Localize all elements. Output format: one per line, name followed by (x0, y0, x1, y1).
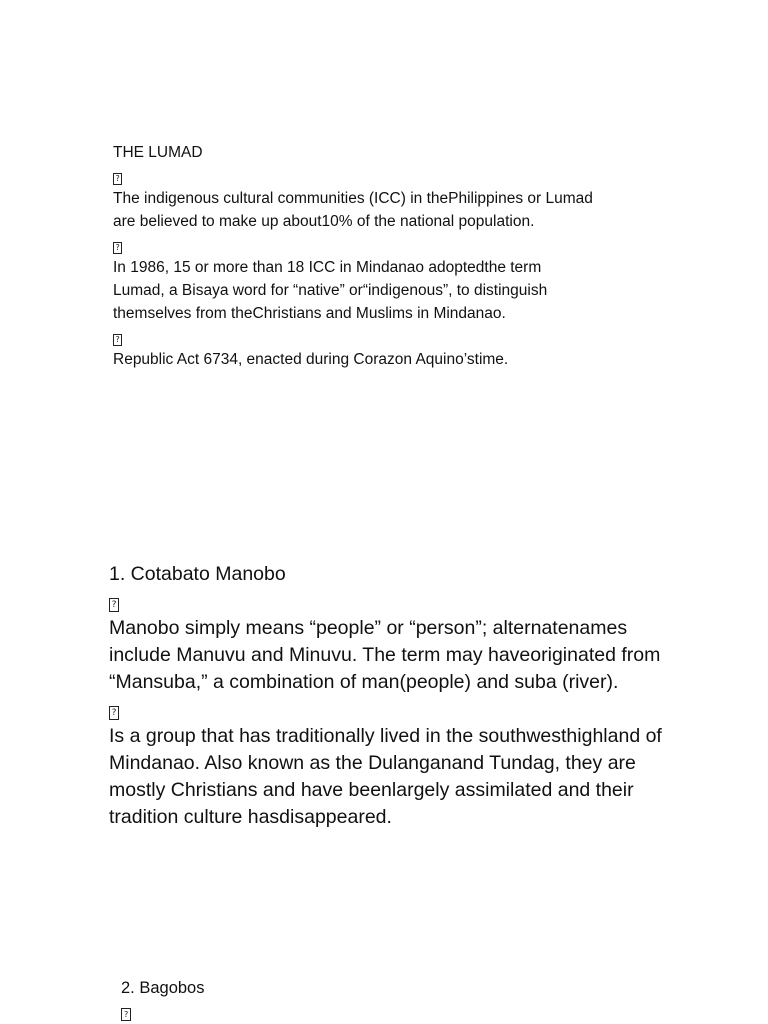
section-title: 1. Cotabato Manobo (109, 563, 286, 585)
paragraph-line: mostly Christians and have beenlargely assimilated and their (109, 779, 634, 801)
paragraph-line: Manobo simply means “people” or “person”; alternatenames (109, 617, 628, 639)
paragraph-line: Is a group that has traditionally lived in the southwesthighland of (109, 725, 662, 747)
paragraph-line: Lumad, a Bisaya word for “native” or“indigenous”, to distinguish (113, 282, 548, 299)
section-bagobos (121, 977, 204, 1023)
section-the-lumad (113, 141, 593, 371)
bullet-placeholder-icon: ? (113, 173, 122, 185)
bullet-placeholder-icon: ? (113, 334, 122, 346)
paragraph-line: In 1986, 15 or more than 18 ICC in Mindanao adoptedthe term (113, 259, 542, 276)
bullet-placeholder-icon: ? (109, 598, 119, 612)
paragraph-line: The indigenous cultural communities (ICC) in thePhilippines or Lumad (113, 190, 593, 207)
paragraph-line: Mindanao. Also known as the Dulanganand Tundag, they are (109, 752, 636, 774)
paragraph-line: tradition culture hasdisappeared. (109, 806, 392, 828)
bullet-placeholder-icon: ? (121, 1008, 131, 1021)
bullet-placeholder-icon: ? (113, 242, 122, 254)
paragraph-line: themselves from theChristians and Muslims in Mindanao. (113, 305, 506, 322)
bullet-placeholder-icon: ? (109, 706, 119, 720)
paragraph-line: Republic Act 6734, enacted during Corazon Aquino’stime. (113, 351, 509, 368)
section-cotabato-manobo (109, 561, 662, 831)
paragraph-line: “Mansuba,” a combination of man(people) and suba (river). (109, 671, 619, 693)
section-title: THE LUMAD (113, 144, 203, 161)
paragraph-line: include Manuvu and Minuvu. The term may haveoriginated from (109, 644, 661, 666)
paragraph-line: are believed to make up about10% of the national population. (113, 213, 535, 230)
section-title: 2. Bagobos (121, 979, 205, 997)
